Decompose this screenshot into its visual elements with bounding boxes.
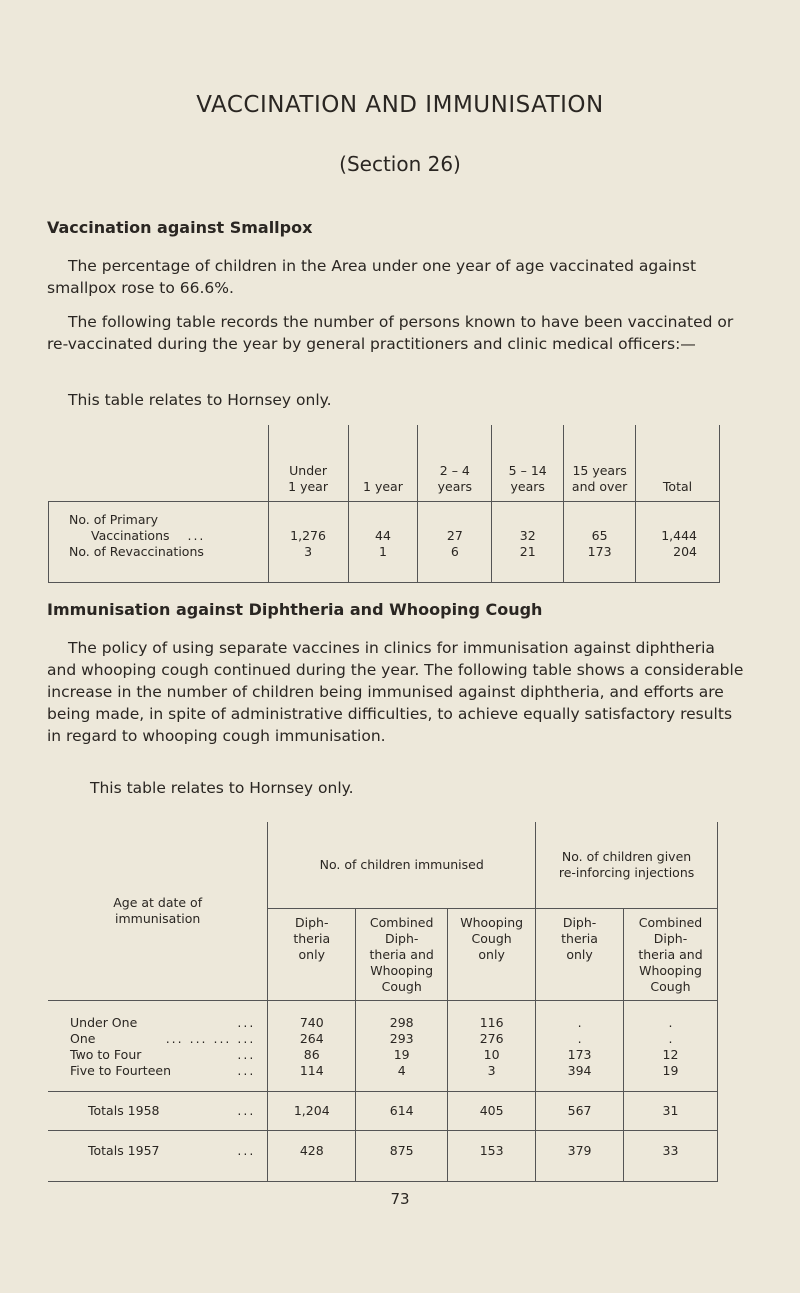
table-cell: 1,444 xyxy=(636,502,720,545)
totals-row xyxy=(48,1092,718,1131)
table-cell: 44 xyxy=(348,502,418,545)
table-row xyxy=(48,1063,718,1092)
table-cell: 405 xyxy=(448,1092,536,1131)
immunisation-table xyxy=(48,822,718,1182)
immunisation-paragraph: The policy of using separate vaccines in clinics for immunisation against diphtheria and whooping cough continued during the year. The following table shows a considerable increase in the number of children being immunised against diphtheria, and efforts are being made, in spite of administrative difficulties, to achieve equally satisfactory results in regard to whooping cough immunisation. xyxy=(47,639,744,745)
table-row xyxy=(48,1047,718,1063)
table-cell: 31 xyxy=(624,1092,718,1131)
totals-row xyxy=(48,1131,718,1182)
column-header: Diph- theria only xyxy=(536,909,624,1001)
table-cell: 298 xyxy=(356,1001,448,1032)
column-header: Total xyxy=(636,425,720,502)
table-cell: 27 xyxy=(418,502,492,545)
table-cell: 19 xyxy=(624,1063,718,1092)
row-label: Totals 1957 ... xyxy=(48,1131,268,1182)
smallpox-heading: Vaccination against Smallpox xyxy=(47,218,313,237)
table-cell: 276 xyxy=(448,1031,536,1047)
table-cell: 173 xyxy=(564,544,636,583)
table-cell: 12 xyxy=(624,1047,718,1063)
table-row xyxy=(49,544,720,583)
column-header: 15 years and over xyxy=(564,425,636,502)
smallpox-table-note: This table relates to Hornsey only. xyxy=(68,391,332,409)
table-cell: 1,204 xyxy=(268,1092,356,1131)
header-blank-cell xyxy=(49,425,269,502)
table-cell: 875 xyxy=(356,1131,448,1182)
table-cell: 116 xyxy=(448,1001,536,1032)
table-cell: 32 xyxy=(492,502,564,545)
smallpox-vaccination-table xyxy=(48,425,720,583)
table-row xyxy=(48,1031,718,1047)
table-cell: 21 xyxy=(492,544,564,583)
column-header: 1 year xyxy=(348,425,418,502)
table-cell: 65 xyxy=(564,502,636,545)
column-header: 5 – 14 years xyxy=(492,425,564,502)
table-cell: 173 xyxy=(536,1047,624,1063)
immunisation-heading: Immunisation against Diphtheria and Whooping Cough xyxy=(47,600,543,619)
table-cell: 3 xyxy=(268,544,348,583)
table-cell: 567 xyxy=(536,1092,624,1131)
immunisation-table-note: This table relates to Hornsey only. xyxy=(90,779,354,797)
table-cell: . xyxy=(536,1001,624,1032)
smallpox-table-header-row xyxy=(49,425,720,502)
page-title: VACCINATION AND IMMUNISATION xyxy=(196,92,604,118)
row-label: Five to Fourteen ... xyxy=(48,1063,268,1092)
column-header: Combined Diph- theria and Whooping Cough xyxy=(356,909,448,1001)
row-label: Two to Four ... xyxy=(70,1047,256,1062)
page-number: 73 xyxy=(390,1190,410,1208)
smallpox-paragraph-2: The following table records the number of persons known to have been vaccinated or re-vaccinated during the year by general practitioners and clinic medical officers:— xyxy=(47,313,734,353)
column-header: Under 1 year xyxy=(268,425,348,502)
smallpox-paragraph-1: The percentage of children in the Area under one year of age vaccinated against smallpox rose to 66.6%. xyxy=(47,257,697,297)
immunisation-group-header-row xyxy=(48,822,718,909)
row-label: No. of Primary Vaccinations ... xyxy=(49,502,269,545)
table-cell: 19 xyxy=(356,1047,448,1063)
table-cell: 379 xyxy=(536,1131,624,1182)
table-cell: 10 xyxy=(448,1047,536,1063)
table-cell: 33 xyxy=(624,1131,718,1182)
row-label: Under One ... xyxy=(70,1015,256,1030)
table-cell: 3 xyxy=(448,1063,536,1092)
table-cell: 1,276 xyxy=(268,502,348,545)
table-row xyxy=(48,1001,718,1032)
age-header: Age at date of immunisation xyxy=(48,822,268,1001)
group-header-reinforcing: No. of children given re-inforcing injections xyxy=(536,822,718,909)
row-label: One ... ... ... ... xyxy=(70,1031,256,1046)
table-cell: 86 xyxy=(268,1047,356,1063)
table-cell: 394 xyxy=(536,1063,624,1092)
table-cell: 153 xyxy=(448,1131,536,1182)
table-cell: 6 xyxy=(418,544,492,583)
table-cell: 4 xyxy=(356,1063,448,1092)
column-header: Diph- theria only xyxy=(268,909,356,1001)
column-header: 2 – 4 years xyxy=(418,425,492,502)
row-label: No. of Revaccinations xyxy=(49,544,269,583)
table-cell: 740 xyxy=(268,1001,356,1032)
table-cell: 204 xyxy=(636,544,720,583)
column-header: Combined Diph- theria and Whooping Cough xyxy=(624,909,718,1001)
table-cell: . xyxy=(536,1031,624,1047)
table-cell: . xyxy=(624,1001,718,1032)
group-header-immunised: No. of children immunised xyxy=(268,822,536,909)
table-cell: . xyxy=(624,1031,718,1047)
table-cell: 293 xyxy=(356,1031,448,1047)
row-label: Totals 1958 ... xyxy=(48,1092,268,1131)
table-cell: 614 xyxy=(356,1092,448,1131)
table-cell: 114 xyxy=(268,1063,356,1092)
table-cell: 428 xyxy=(268,1131,356,1182)
section-subtitle: (Section 26) xyxy=(339,152,461,176)
table-cell: 264 xyxy=(268,1031,356,1047)
column-header: Whooping Cough only xyxy=(448,909,536,1001)
table-cell: 1 xyxy=(348,544,418,583)
table-row xyxy=(49,502,720,545)
